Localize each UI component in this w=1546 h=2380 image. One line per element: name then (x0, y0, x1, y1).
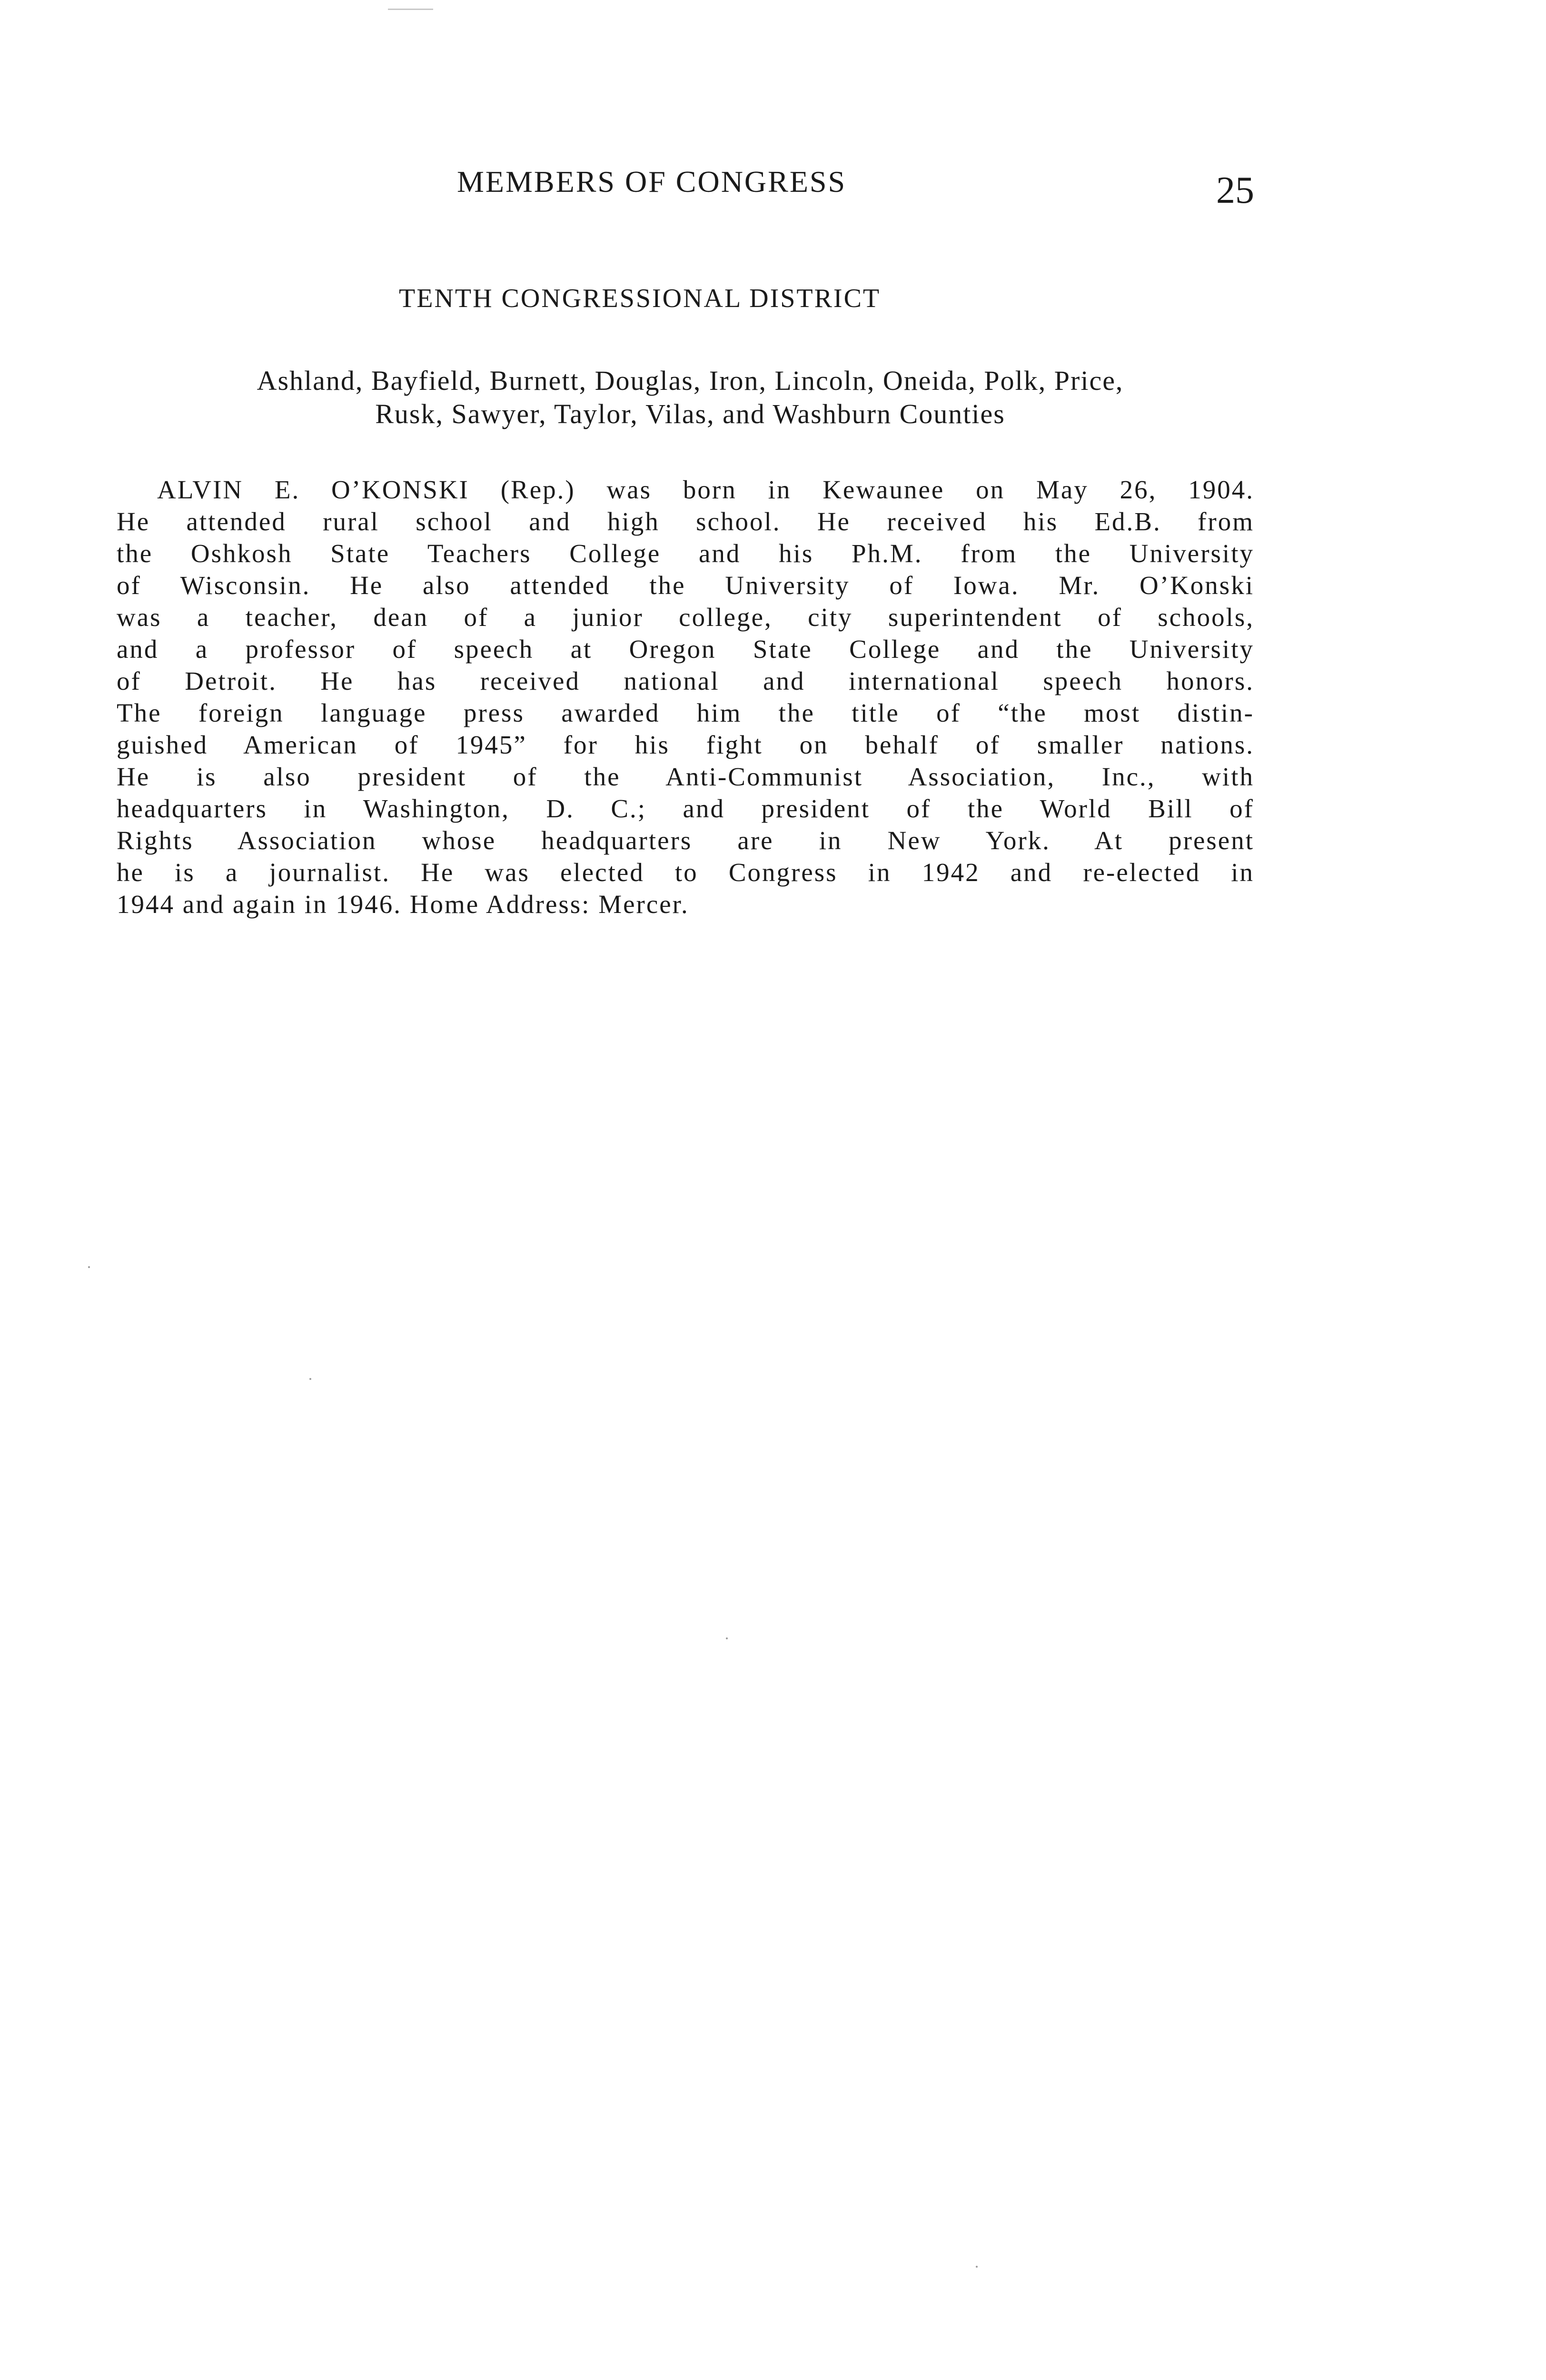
biography-line: guished American of 1945” for his fight on behalf of smaller nations. (117, 730, 1254, 759)
scan-speck (309, 1378, 311, 1380)
district-heading: TENTH CONGRESSIONAL DISTRICT (399, 284, 881, 313)
biography-line: 1944 and again in 1946. Home Address: Mercer. (117, 890, 689, 919)
running-head: MEMBERS OF CONGRESS (457, 165, 847, 198)
biography-line: he is a journalist. He was elected to Congress in 1942 and re-elected in (117, 858, 1254, 887)
biography-line: He is also president of the Anti-Communist Association, Inc., with (117, 762, 1254, 791)
biography-line: The foreign language press awarded him the title of “the most distin- (117, 698, 1254, 727)
scan-speck (976, 2266, 978, 2268)
scan-speck (726, 1637, 728, 1639)
biography-line: of Wisconsin. He also attended the University of Iowa. Mr. O’Konski (117, 571, 1254, 600)
biography-line: was a teacher, dean of a junior college, city superintendent of schools, (117, 603, 1254, 632)
counties-line: Ashland, Bayfield, Burnett, Douglas, Iron, Lincoln, Oneida, Polk, Price, (257, 365, 1124, 396)
scan-speck (88, 1266, 90, 1268)
biography-paragraph (117, 474, 1254, 920)
biography-line: He attended rural school and high school. He received his Ed.B. from (117, 507, 1254, 536)
biography-line: Rights Association whose headquarters are in New York. At present (117, 826, 1254, 855)
scan-mark (388, 9, 433, 10)
biography-line: and a professor of speech at Oregon State College and the University (117, 635, 1254, 664)
counties-line: Rusk, Sawyer, Taylor, Vilas, and Washburn Counties (375, 398, 1005, 429)
page-number: 25 (1216, 169, 1254, 211)
counties-list (119, 364, 1261, 431)
biography-line: headquarters in Washington, D. C.; and president of the World Bill of (117, 794, 1254, 823)
biography-line: of Detroit. He has received national and international speech honors. (117, 666, 1254, 695)
biography-line: ALVIN E. O’KONSKI (Rep.) was born in Kewaunee on May 26, 1904. (157, 475, 1254, 504)
biography-line: the Oshkosh State Teachers College and his Ph.M. from the University (117, 539, 1254, 568)
